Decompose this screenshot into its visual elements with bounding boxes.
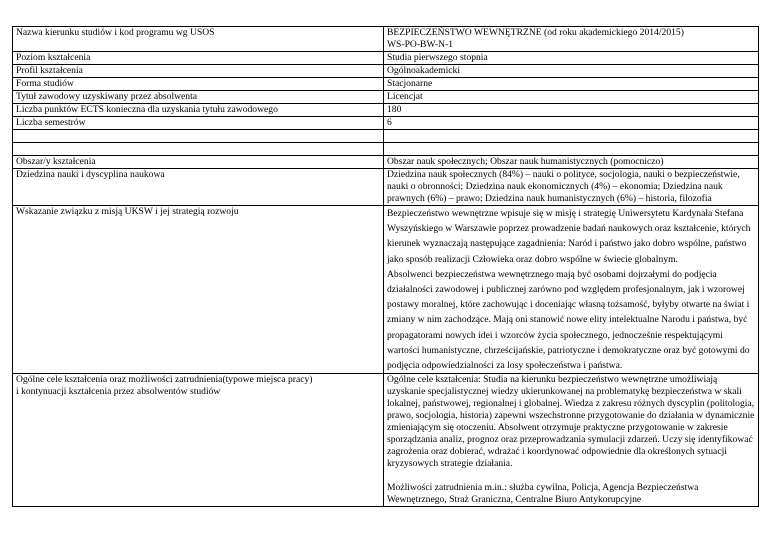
row-value (384, 27, 759, 52)
row-value: Ogólnoakademicki (384, 65, 759, 78)
table-row (13, 374, 759, 507)
row-label: Forma studiów (13, 78, 384, 91)
row-label: Wskazanie związku z misją UKSW i jej strategią rozwoju (13, 206, 384, 374)
row-label: Profil kształcenia (13, 65, 384, 78)
row-label: Nazwa kierunku studiów i kod programu wg USOS (13, 27, 384, 52)
row-label: Liczba semestrów (13, 117, 384, 130)
empty-cell (13, 130, 384, 143)
empty-row (13, 130, 759, 143)
row-value: Stacjonarne (384, 78, 759, 91)
row-value (384, 206, 759, 374)
row-value: 180 (384, 104, 759, 117)
label-line: Ogólne cele kształcenia oraz możliwości zatrudnienia(typowe miejsca pracy) (16, 374, 313, 386)
row-label: Tytuł zawodowy uzyskiwany przez absolwenta (13, 91, 384, 104)
row-label: Liczba punktów ECTS konieczna dla uzyskania tytułu zawodowego (13, 104, 384, 117)
table-row (13, 206, 759, 374)
table-row (13, 156, 759, 169)
row-value: Studia pierwszego stopnia (384, 52, 759, 65)
row-value: Licencjat (384, 91, 759, 104)
row-label (13, 374, 384, 507)
program-code: WS-PO-BW-N-1 (387, 39, 454, 50)
mission-paragraph: Bezpieczeństwo wewnętrzne wpisuje się w misję i strategię Uniwersytetu Kardynała Stefana Wyszyńskiego w Warszawie poprzez prowadzenie badań naukowych oraz kształcenie, których kierunek wyznaczają następujące zagadnienia: Naród i państwo jako dobro wspólne, państwo jako sposób realizacji Człowieka oraz dobro wspólne w świecie globalnym. (387, 208, 751, 265)
empty-cell (384, 143, 759, 156)
table-row (13, 117, 759, 130)
row-label: Poziom kształcenia (13, 52, 384, 65)
empty-row (13, 143, 759, 156)
table-row (13, 104, 759, 117)
empty-cell (13, 143, 384, 156)
empty-cell (384, 130, 759, 143)
mission-paragraph: Absolwenci bezpieczeństwa wewnętrznego mają być osobami dojrzałymi do podjęcia działalności zawodowej i publicznej zarówno pod względem profesjonalnym, jak i wzorowej postawy moralnej, które zachowując i doceniając własną tożsamość, byłyby otwarte na świat i zmiany w nim zachodzące. Mają oni stanowić nowe elity intelektualne Narodu i państwa, być propagatorami nowych idei i wzorców życia społecznego, jednocześnie respektującymi wartości humanistyczne, chrześcijańskie, patriotyczne i demokratyczne oraz być gotowymi do podjęcia odpowiedzialności za losy społeczeństwa i państwa. (387, 268, 750, 372)
table-row (13, 169, 759, 206)
table-row (13, 27, 759, 52)
table-row (13, 52, 759, 65)
row-label: Obszar/y kształcenia (13, 156, 384, 169)
program-name: BEZPIECZEŃSTWO WEWNĘTRZNE (od roku akademickiego 2014/2015) (387, 27, 684, 38)
goals-paragraph: Ogólne cele kształcenia: Studia na kierunku bezpieczeństwo wewnętrzne umożliwiają uzyskanie specjalistycznej wiedzy ukierunkowanej na problematykę bezpieczeństwa w skali lokalnej, państwowej, regionalnej i globalnej. Wiedza z zakresu różnych dyscyplin (politologia, prawo, socjologia, historia) zapewni wszechstronne przygotowanie do działania w dynamicznie zmieniającym się otoczeniu. Absolwent otrzymuje praktyczne przygotowanie w zakresie sporządzania analiz, prognoz oraz przeprowadzania symulacji zdarzeń. Uczy się identyfikować zagrożenia oraz dobierać, wdrażać i koordynować odpowiednie dla określonych sytuacji kryzysowych strategie działania. (387, 374, 755, 470)
row-value: Obszar nauk społecznych; Obszar nauk humanistycznych (pomocniczo) (384, 156, 759, 169)
row-value: Dziedzina nauk społecznych (84%) – nauki o polityce, socjologia, nauki o bezpieczeństwie, nauki o obronności; Dziedzina nauk ekonomicznych (4%) – ekonomia; Dziedzina nauk prawnych (6%) – prawo; Dziedzina nauk humanistycznych (6%) – historia, filozofia (384, 169, 759, 206)
table-row (13, 91, 759, 104)
row-value (384, 374, 759, 507)
program-table (12, 26, 759, 507)
row-value: 6 (384, 117, 759, 130)
label-line: i kontynuacji kształcenia przez absolwentów studiów (16, 386, 221, 398)
row-label: Dziedzina nauki i dyscyplina naukowa (13, 169, 384, 206)
paragraph-gap (387, 470, 755, 482)
employment-paragraph: Możliwości zatrudnienia m.in.: służba cywilna, Policja, Agencja Bezpieczeństwa Wewnętrznego, Straż Graniczna, Centralne Biuro Antykorupcyjne (387, 482, 699, 506)
table-row (13, 78, 759, 91)
table-row (13, 65, 759, 78)
